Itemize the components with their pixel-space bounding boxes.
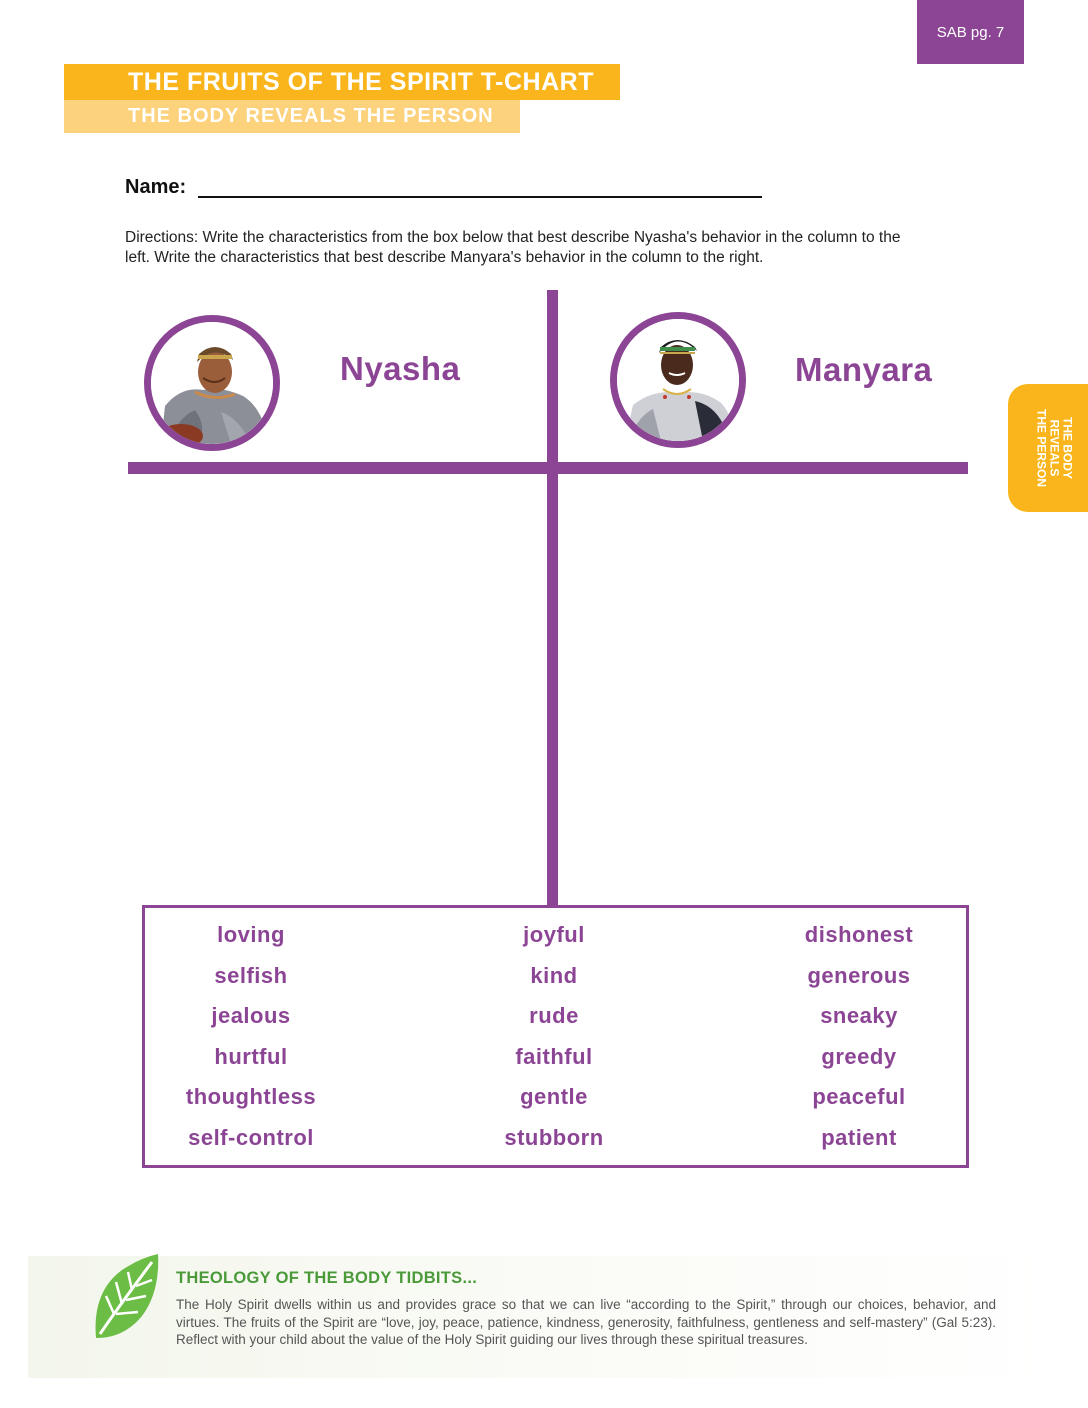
word-bank-item: patient — [821, 1124, 897, 1150]
word-bank-column-3 — [739, 918, 979, 1162]
word-bank-item: jealous — [211, 1003, 291, 1029]
page-subtitle: THE BODY REVEALS THE PERSON — [64, 100, 520, 133]
word-bank-item: peaceful — [812, 1084, 906, 1110]
page-tag: SAB pg. 7 — [917, 0, 1024, 64]
tidbits-title: THEOLOGY OF THE BODY TIDBITS... — [176, 1269, 478, 1287]
leaf-icon — [92, 1252, 160, 1342]
word-bank-item: rude — [529, 1003, 579, 1029]
t-chart-horizontal-line — [128, 462, 968, 474]
page-title: THE FRUITS OF THE SPIRIT T-CHART — [64, 64, 620, 100]
word-bank-item: gentle — [520, 1084, 588, 1110]
word-bank-item: joyful — [523, 922, 585, 947]
word-bank-item: greedy — [821, 1043, 897, 1069]
name-field-line[interactable] — [198, 196, 762, 198]
word-bank-item: hurtful — [214, 1043, 288, 1069]
side-tab-line: REVEALS — [1047, 419, 1062, 477]
nyasha-portrait — [144, 315, 280, 451]
section-side-tab[interactable] — [1008, 384, 1088, 512]
side-tab-line: THE BODY — [1060, 416, 1075, 480]
word-bank-item: selfish — [214, 962, 288, 988]
word-bank-item: loving — [217, 922, 285, 947]
left-column-name: Nyasha — [340, 350, 461, 387]
word-bank-item: generous — [807, 962, 911, 988]
right-column-name: Manyara — [795, 351, 933, 388]
word-bank-item: faithful — [515, 1043, 593, 1069]
word-bank-item: sneaky — [820, 1003, 898, 1029]
word-bank-item: self-control — [188, 1124, 314, 1150]
manyara-portrait — [610, 312, 746, 448]
word-bank-item: thoughtless — [185, 1084, 317, 1110]
word-bank-item: kind — [530, 962, 578, 988]
word-bank-item: dishonest — [804, 922, 914, 947]
tidbits-body: The Holy Spirit dwells within us and provides grace so that we can live “according to the Spirit,” through our choices, behavior, and virtues. The fruits of the Spirit are “love, joy, peace, patience, kindness, generosity, faithfulness, gentleness and self-mastery” (Gal 5:23). Reflect with your child about the value of the Holy Spirit guiding our lives through these spiritual treasures. — [176, 1297, 996, 1347]
word-bank-column-1 — [131, 918, 371, 1162]
directions-text: Directions: Write the characteristics from the box below that best describe Nyasha's behavior in the column to the left. Write the characteristics that best describe Manyara's behavior in the column to the right. — [125, 229, 901, 266]
side-tab-line: THE PERSON — [1034, 408, 1049, 488]
word-bank-column-2 — [434, 918, 674, 1162]
t-chart-vertical-line — [547, 290, 558, 906]
word-bank-item: stubborn — [504, 1124, 604, 1150]
name-label: Name: — [125, 176, 187, 198]
